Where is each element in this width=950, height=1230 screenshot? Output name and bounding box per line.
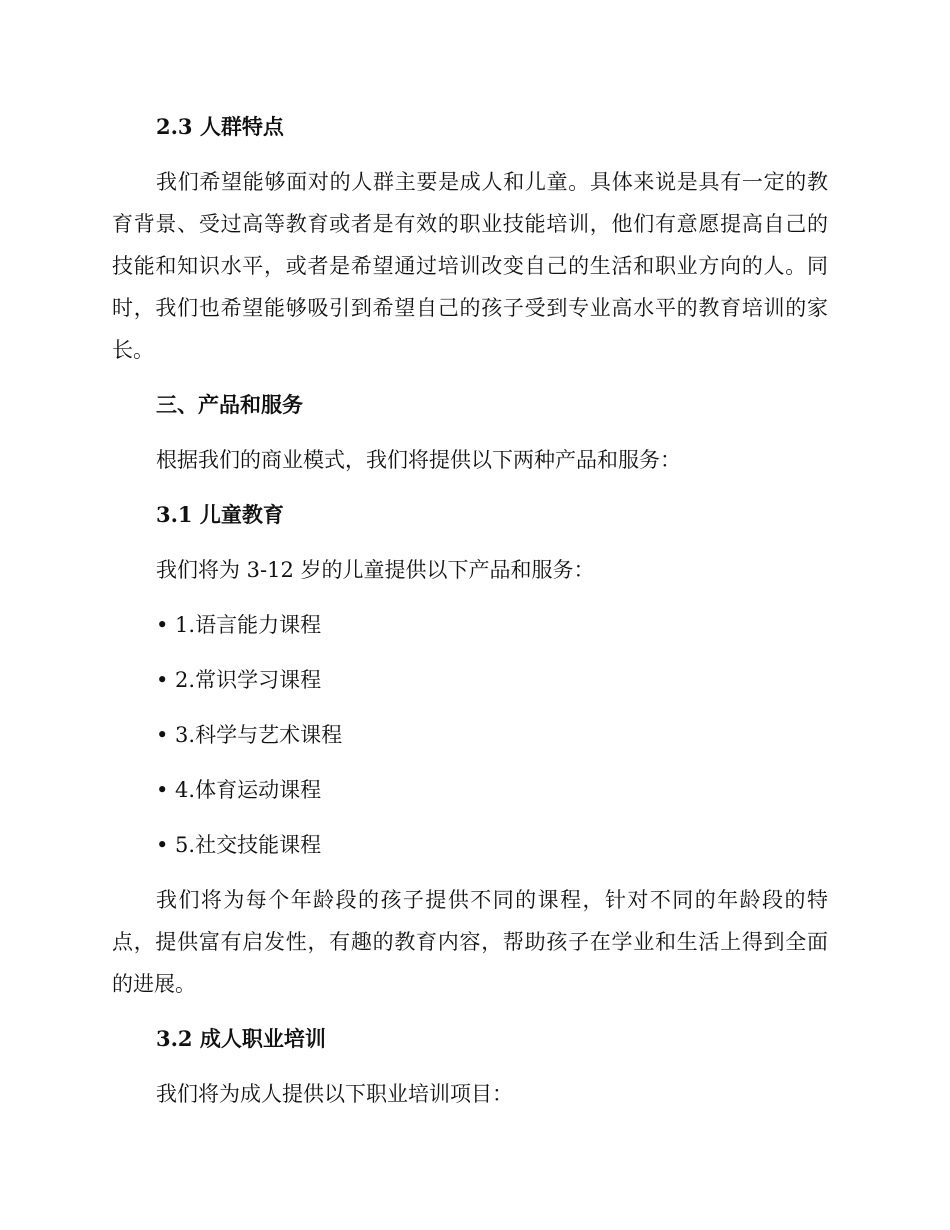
paragraph-line: 技能和知识水平，或者是希望通过培训改变自己的生活和职业方向的人。同	[112, 254, 828, 278]
section-heading-3-2: 3.2 成人职业培训	[156, 1026, 326, 1051]
section-heading-3: 三、产品和服务	[156, 392, 303, 417]
section-heading-2-3: 2.3 人群特点	[156, 114, 284, 139]
paragraph-line: 长。	[112, 338, 154, 362]
list-item: • 2.常识学习课程	[156, 668, 322, 692]
list-item: • 4.体育运动课程	[156, 778, 322, 802]
section-3-intro: 根据我们的商业模式，我们将提供以下两种产品和服务：	[156, 448, 681, 472]
list-item: • 1.语言能力课程	[156, 613, 322, 637]
paragraph-line: 育背景、受过高等教育或者是有效的职业技能培训，他们有意愿提高自己的	[112, 212, 828, 236]
list-item: • 3.科学与艺术课程	[156, 723, 343, 747]
paragraph-line: 我们希望能够面对的人群主要是成人和儿童。具体来说是具有一定的教	[156, 170, 828, 194]
paragraph-line: 的进展。	[112, 972, 196, 996]
section-heading-3-1: 3.1 儿童教育	[156, 502, 284, 527]
list-item: • 5.社交技能课程	[156, 833, 322, 857]
section-3-1-intro: 我们将为 3-12 岁的儿童提供以下产品和服务：	[156, 558, 595, 582]
paragraph-line: 时，我们也希望能够吸引到希望自己的孩子受到专业高水平的教育培训的家	[112, 296, 828, 320]
section-3-2-intro: 我们将为成人提供以下职业培训项目：	[156, 1082, 513, 1106]
paragraph-line: 我们将为每个年龄段的孩子提供不同的课程，针对不同的年龄段的特	[156, 888, 828, 912]
paragraph-line: 点，提供富有启发性，有趣的教育内容，帮助孩子在学业和生活上得到全面	[112, 930, 828, 954]
